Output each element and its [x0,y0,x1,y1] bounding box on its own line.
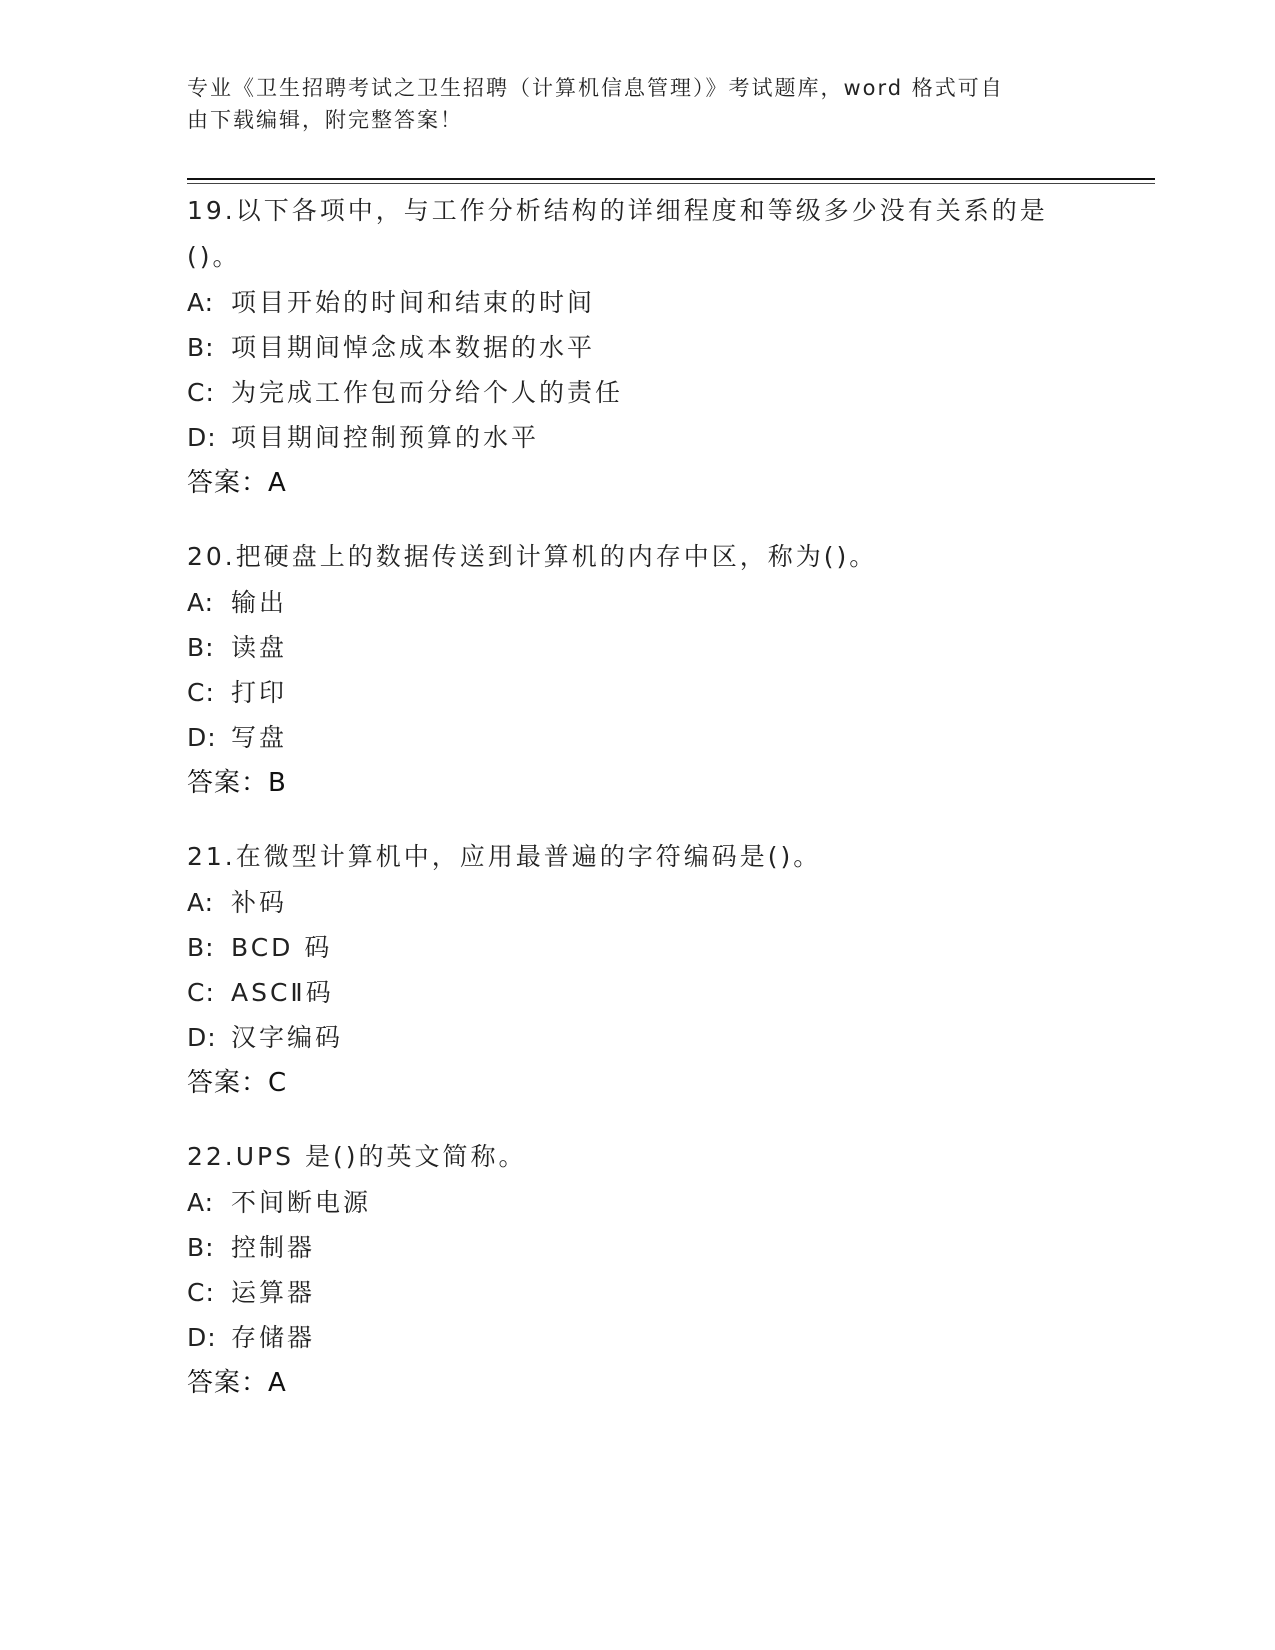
option-text: 项目期间控制预算的水平 [231,423,540,452]
option-b [187,925,1087,970]
option-c [187,670,1087,715]
option-letter: C: [187,978,215,1007]
document-header [187,72,1087,136]
option-b [187,1225,1087,1270]
header-divider-thin [187,183,1155,184]
answer-line: 答案：B [187,768,287,798]
option-text: 汉字编码 [231,1023,344,1052]
option-d [187,1315,1087,1360]
option-letter: A: [187,588,215,617]
option-a [187,280,1087,325]
option-text: 打印 [231,678,288,707]
answer-line: 答案：C [187,1068,288,1098]
option-d [187,1015,1087,1060]
option-letter: B: [187,1233,215,1262]
answer-line: 答案：A [187,468,287,498]
option-text: 项目期间悼念成本数据的水平 [231,333,596,362]
option-text: 补码 [231,888,288,917]
option-letter: A: [187,888,215,917]
header-divider-thick [187,178,1155,180]
option-a [187,1180,1087,1225]
header-line-2: 由下载编辑，附完整答案！ [187,108,463,132]
option-letter: D: [187,423,217,452]
question-stem: 20.把硬盘上的数据传送到计算机的内存中区，称为()。 [187,542,878,571]
option-b [187,325,1087,370]
question-stem: 19.以下各项中，与工作分析结构的详细程度和等级多少没有关系的是 [187,196,1048,225]
question-21 [187,834,1087,1106]
question-stem-continuation: ()。 [187,242,241,271]
option-text: 读盘 [231,633,288,662]
option-c [187,970,1087,1015]
option-letter: C: [187,678,215,707]
option-letter: B: [187,633,215,662]
option-letter: A: [187,288,215,317]
option-c [187,1270,1087,1315]
option-a [187,880,1087,925]
header-line-1: 专业《卫生招聘考试之卫生招聘（计算机信息管理）》考试题库，word 格式可自 [187,76,1004,100]
option-letter: A: [187,1188,215,1217]
option-b [187,625,1087,670]
option-text: 运算器 [231,1278,316,1307]
answer-line: 答案：A [187,1368,287,1398]
option-letter: B: [187,933,215,962]
option-letter: D: [187,1023,217,1052]
question-stem: 21.在微型计算机中，应用最普遍的字符编码是()。 [187,842,822,871]
option-text: 不间断电源 [231,1188,372,1217]
option-letter: D: [187,1323,217,1352]
option-text: 控制器 [231,1233,316,1262]
question-list [187,188,1087,1434]
option-text: ASCⅡ码 [231,978,334,1007]
option-text: BCD 码 [231,933,333,962]
option-d [187,715,1087,760]
option-letter: B: [187,333,215,362]
option-letter: D: [187,723,217,752]
question-20 [187,534,1087,806]
option-d [187,415,1087,460]
question-stem: 22.UPS 是()的英文简称。 [187,1142,527,1171]
option-text: 输出 [231,588,288,617]
option-text: 写盘 [231,723,288,752]
option-text: 存储器 [231,1323,316,1352]
option-text: 为完成工作包而分给个人的责任 [231,378,624,407]
option-text: 项目开始的时间和结束的时间 [231,288,596,317]
option-a [187,580,1087,625]
option-letter: C: [187,1278,215,1307]
option-c [187,370,1087,415]
question-19 [187,188,1087,506]
option-letter: C: [187,378,215,407]
question-22 [187,1134,1087,1406]
